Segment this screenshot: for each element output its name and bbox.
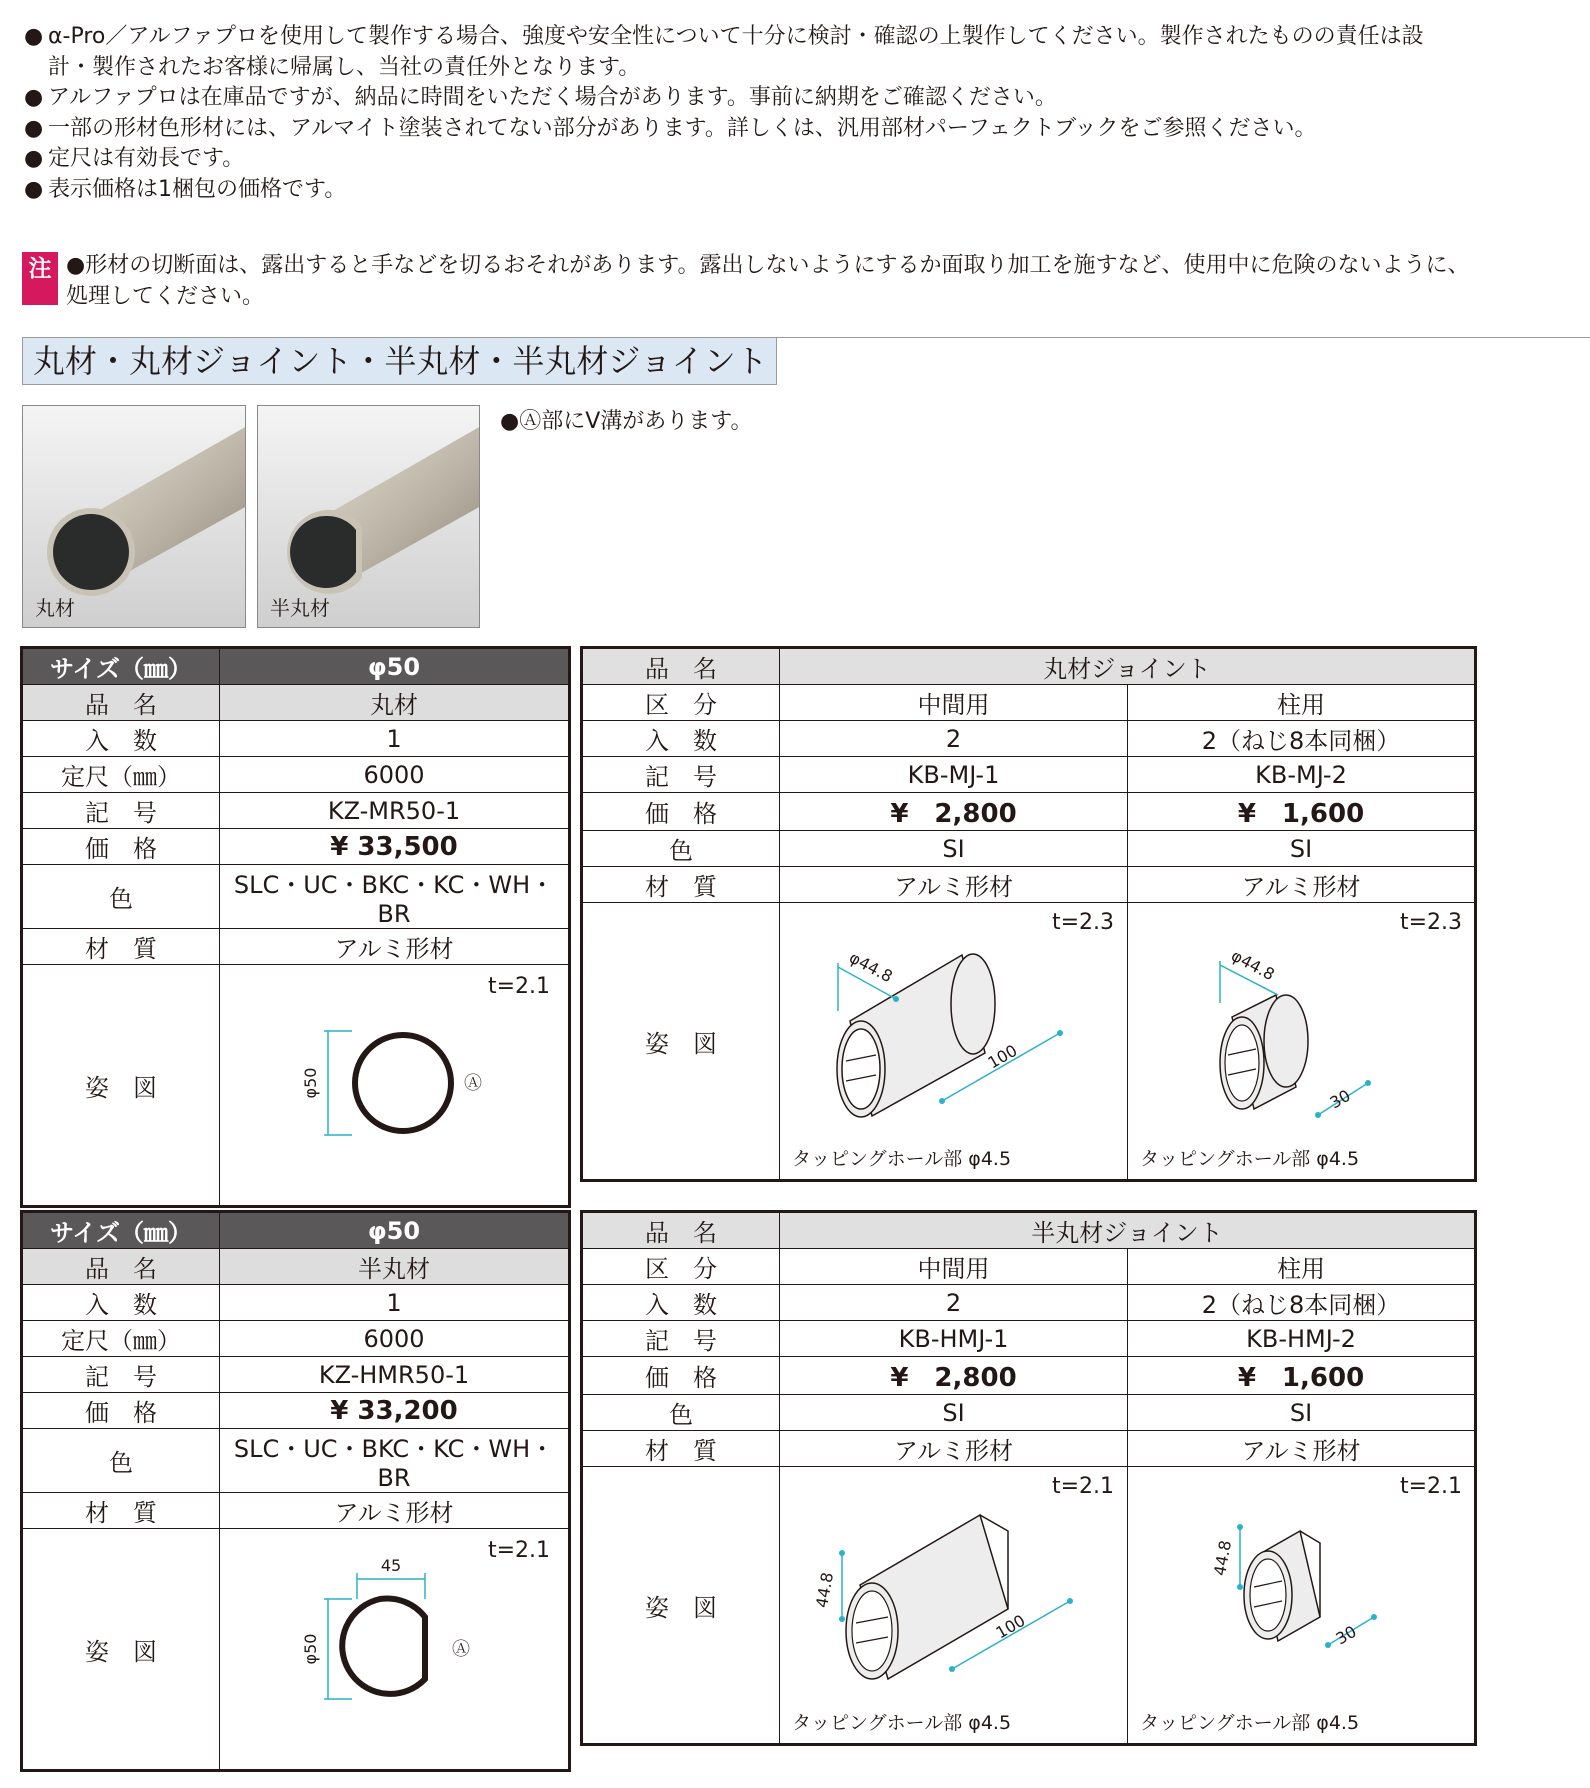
label-price: 価 格 (582, 793, 780, 831)
hj-qty: 2（ねじ8本同梱） (1128, 1285, 1476, 1321)
rj-color: SI (780, 831, 1128, 867)
bullet: ● (24, 24, 44, 49)
round-qty: 1 (220, 721, 570, 757)
label-length: 定尺（㎜） (22, 1321, 220, 1357)
hj-price: ¥ 2,800 (780, 1357, 1128, 1395)
hj-dim-len: 30 (1332, 1621, 1360, 1649)
label-name: 品 名 (22, 1249, 220, 1285)
label-color: 色 (582, 831, 780, 867)
rj-category: 中間用 (780, 685, 1128, 721)
photo-caption: 半丸材 (270, 596, 330, 620)
round-figure (220, 965, 570, 1207)
note-item (24, 144, 1464, 175)
note-text: α-Pro／アルファプロを使用して製作する場合、強度や安全性について十分に検討・確認の上製作してください。製作されたものの責任は設計・製作されたお客様に帰属し、当社の責任外となります。 (48, 24, 1424, 80)
label-code: 記 号 (582, 757, 780, 793)
rj-dim-len: 100 (984, 1040, 1021, 1073)
rj-dim-phi: φ44.8 (846, 947, 896, 987)
bullet: ● (24, 115, 44, 141)
hj-figure-post (1128, 1467, 1476, 1745)
round-material: アルミ形材 (220, 929, 570, 965)
round-profile-drawing (220, 965, 570, 1205)
hj-tap: タッピングホール部 φ4.5 (792, 1712, 1012, 1734)
warning-text: ●形材の切断面は、露出すると手などを切るおそれがあります。露出しないようにするか面取り加工を施すなど、使用中に危険のないように、処理してください。 (66, 253, 1470, 309)
half-joint-post-drawing (1128, 1467, 1476, 1743)
note-item (24, 114, 1464, 145)
rj-color: SI (1128, 831, 1476, 867)
label-qty: 入 数 (22, 721, 220, 757)
warning-badge: 注 (22, 252, 58, 305)
round-length: 6000 (220, 757, 570, 793)
hj-color: SI (780, 1395, 1128, 1431)
vgroove-note: ●Ⓐ部にV溝があります。 (500, 409, 753, 434)
label-material: 材 質 (22, 929, 220, 965)
label-material: 材 質 (582, 1431, 780, 1467)
half-round-spec-table (20, 1210, 571, 1772)
section-divider (777, 337, 1590, 338)
round-size: φ50 (220, 648, 570, 685)
rj-dim-phi: φ44.8 (1228, 945, 1278, 985)
round-joint-mid-drawing (780, 903, 1128, 1179)
rj-thickness: t=2.3 (1399, 910, 1462, 935)
label-code: 記 号 (582, 1321, 780, 1357)
round-dim-phi: φ50 (301, 1067, 320, 1099)
label-length: 定尺（㎜） (22, 757, 220, 793)
section-title: 丸材・丸材ジョイント・半丸材・半丸材ジョイント (22, 337, 777, 385)
note-text: 定尺は有効長です。 (48, 146, 245, 171)
photo-caption: 丸材 (35, 596, 75, 620)
bullet: ● (24, 176, 44, 202)
half-mark: Ⓐ (452, 1639, 470, 1660)
half-round-profile-drawing (220, 1529, 570, 1769)
hj-code: KB-HMJ-2 (1128, 1321, 1476, 1357)
rj-code: KB-MJ-1 (780, 757, 1128, 793)
hj-material: アルミ形材 (1128, 1431, 1476, 1467)
half-dim-phi: φ50 (301, 1633, 320, 1665)
rj-qty: 2（ねじ8本同梱） (1128, 721, 1476, 757)
note-text: 表示価格は1梱包の価格です。 (48, 176, 347, 202)
hj-category: 中間用 (780, 1249, 1128, 1285)
hj-thickness: t=2.1 (1399, 1474, 1462, 1499)
hj-code: KB-HMJ-1 (780, 1321, 1128, 1357)
bullet: ● (24, 85, 44, 110)
rj-material: アルミ形材 (1128, 867, 1476, 903)
rj-price: ¥ 1,600 (1128, 793, 1476, 831)
label-price: 価 格 (22, 1393, 220, 1429)
note-text: 一部の形材色形材には、アルマイト塗装されてない部分があります。詳しくは、汎用部材パーフェクトブックをご参照ください。 (48, 115, 1317, 141)
hj-dim-h: 44.8 (1210, 1538, 1236, 1578)
rj-dim-len: 30 (1326, 1085, 1354, 1113)
label-name: 品 名 (582, 1212, 780, 1249)
rj-category: 柱用 (1128, 685, 1476, 721)
rj-price: ¥ 2,800 (780, 793, 1128, 831)
round-thickness: t=2.1 (487, 974, 550, 999)
round-price: ¥ 33,500 (220, 829, 570, 865)
round-code: KZ-MR50-1 (220, 793, 570, 829)
label-qty: 入 数 (582, 721, 780, 757)
half-joint-mid-drawing (780, 1467, 1128, 1743)
label-code: 記 号 (22, 1357, 220, 1393)
label-figure: 姿 図 (22, 1529, 220, 1771)
hj-price: ¥ 1,600 (1128, 1357, 1476, 1395)
hj-thickness: t=2.1 (1051, 1474, 1114, 1499)
half-figure (220, 1529, 570, 1771)
label-name: 品 名 (22, 685, 220, 721)
bullet: ● (24, 146, 44, 171)
note-item (24, 175, 1464, 206)
half-price: ¥ 33,200 (220, 1393, 570, 1429)
hj-figure-mid (780, 1467, 1128, 1745)
half-size: φ50 (220, 1212, 570, 1249)
label-category: 区 分 (582, 685, 780, 721)
half-joint-table (580, 1210, 1477, 1746)
hj-dim-len: 100 (992, 1610, 1029, 1643)
rj-tap: タッピングホール部 φ4.5 (1140, 1148, 1360, 1170)
note-item (24, 83, 1464, 114)
label-material: 材 質 (22, 1493, 220, 1529)
label-size: サイズ（㎜） (22, 648, 220, 685)
note-text: アルファプロは在庫品ですが、納品に時間をいただく場合があります。事前に納期をご確認ください。 (48, 85, 1057, 110)
half-dim-width: 45 (380, 1556, 402, 1575)
label-qty: 入 数 (582, 1285, 780, 1321)
label-figure: 姿 図 (582, 903, 780, 1181)
rj-qty: 2 (780, 721, 1128, 757)
half-joint-name: 半丸材ジョイント (780, 1212, 1476, 1249)
round-color: SLC・UC・BKC・KC・WH・BR (220, 865, 570, 929)
label-color: 色 (22, 1429, 220, 1493)
half-length: 6000 (220, 1321, 570, 1357)
round-joint-post-drawing (1128, 903, 1476, 1179)
round-joint-table (580, 646, 1477, 1182)
photo-round (22, 405, 246, 628)
rj-figure-mid (780, 903, 1128, 1181)
hj-material: アルミ形材 (780, 1431, 1128, 1467)
half-qty: 1 (220, 1285, 570, 1321)
rj-thickness: t=2.3 (1051, 910, 1114, 935)
label-price: 価 格 (22, 829, 220, 865)
photo-half-round (257, 405, 480, 628)
label-color: 色 (22, 865, 220, 929)
label-category: 区 分 (582, 1249, 780, 1285)
round-joint-name: 丸材ジョイント (780, 648, 1476, 685)
half-color: SLC・UC・BKC・KC・WH・BR (220, 1429, 570, 1493)
label-material: 材 質 (582, 867, 780, 903)
round-mark: Ⓐ (464, 1073, 482, 1094)
rj-tap: タッピングホール部 φ4.5 (792, 1148, 1012, 1170)
hj-category: 柱用 (1128, 1249, 1476, 1285)
half-name: 半丸材 (220, 1249, 570, 1285)
label-qty: 入 数 (22, 1285, 220, 1321)
half-material: アルミ形材 (220, 1493, 570, 1529)
note-item (24, 22, 1464, 83)
hj-tap: タッピングホール部 φ4.5 (1140, 1712, 1360, 1734)
label-size: サイズ（㎜） (22, 1212, 220, 1249)
hj-qty: 2 (780, 1285, 1128, 1321)
rj-material: アルミ形材 (780, 867, 1128, 903)
label-color: 色 (582, 1395, 780, 1431)
label-figure: 姿 図 (22, 965, 220, 1207)
half-code: KZ-HMR50-1 (220, 1357, 570, 1393)
rj-code: KB-MJ-2 (1128, 757, 1476, 793)
notes-list (24, 22, 1464, 205)
label-price: 価 格 (582, 1357, 780, 1395)
half-thickness: t=2.1 (487, 1538, 550, 1563)
hj-dim-h: 44.8 (812, 1570, 838, 1610)
label-figure: 姿 図 (582, 1467, 780, 1745)
round-name: 丸材 (220, 685, 570, 721)
round-spec-table (20, 646, 571, 1208)
label-name: 品 名 (582, 648, 780, 685)
label-code: 記 号 (22, 793, 220, 829)
rj-figure-post (1128, 903, 1476, 1181)
hj-color: SI (1128, 1395, 1476, 1431)
